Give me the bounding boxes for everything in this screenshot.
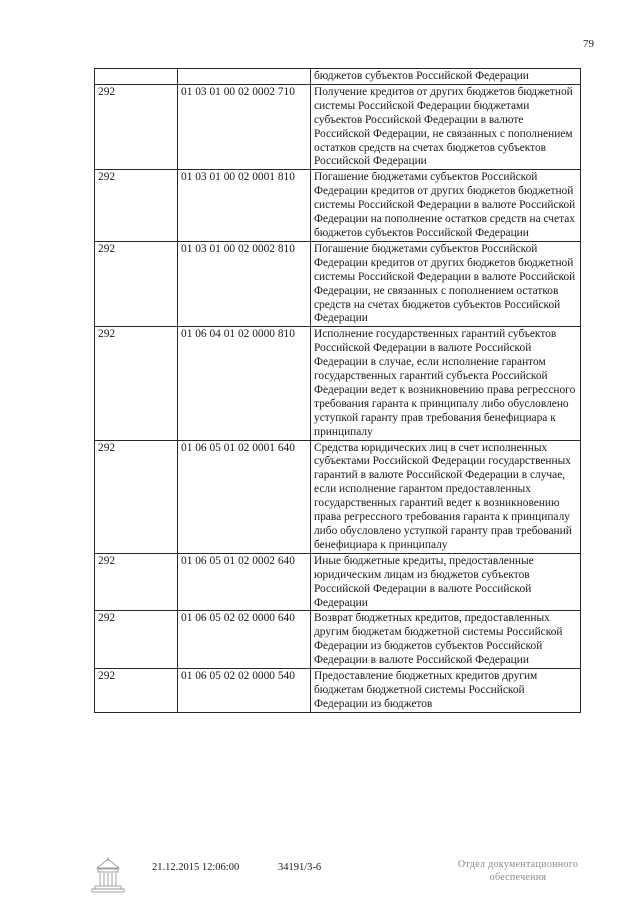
budget-code-table (94, 68, 581, 713)
footer-department-stamp (448, 858, 588, 884)
source-name-cell: Погашение бюджетами субъектов Российской Федерации кредитов от других бюджетов бюджетной системы Российской Федерации в валюте Российской Федерации, не связанных с пополнением остатков средств на счетах бюджетов субъектов Российской Федерации (311, 241, 581, 326)
page-number: 79 (583, 38, 594, 50)
admin-code-cell: 292 (95, 170, 178, 242)
source-name-cell: Получение кредитов от других бюджетов бюджетной системы Российской Федерации бюджетами субъектов Российской Федерации в валюте Российской Федерации, не связанных с пополнением остатков средств на счетах бюджетов субъектов Российской Федерации (311, 84, 581, 169)
source-name-cell: Возврат бюджетных кредитов, предоставленных другим бюджетам бюджетной системы Российской Федерации из бюджетов субъектов Российской Федерации в валюте Российской Федерации (311, 611, 581, 669)
budget-code-cell (178, 69, 311, 85)
table-row (95, 440, 581, 553)
admin-code-cell: 292 (95, 669, 178, 713)
table-row (95, 69, 581, 85)
budget-code-cell: 01 06 05 01 02 0001 640 (178, 440, 311, 553)
footer-document-id: 34191/3-6 (278, 862, 322, 873)
admin-code-cell: 292 (95, 611, 178, 669)
source-name-cell: бюджетов субъектов Российской Федерации (311, 69, 581, 85)
admin-code-cell (95, 69, 178, 85)
footer (0, 856, 640, 896)
footer-dept-line2: обеспечения (489, 872, 547, 883)
source-name-cell: Погашение бюджетами субъектов Российской Федерации кредитов от других бюджетов бюджетной системы Российской Федерации в валюте Российской Федерации на пополнение остатков средств на счетах бюджетов субъектов Российской Федерации (311, 170, 581, 242)
admin-code-cell: 292 (95, 327, 178, 440)
table-row (95, 327, 581, 440)
source-name-cell: Исполнение государственных гарантий субъектов Российской Федерации в валюте Российской Федерации в случае, если исполнение гарантом государственных гарантий субъекта Российской Федерации ведет к возникновению права регрессного требования гаранта к принципалу либо обусловлено уступкой гаранту прав требования бенефициара к принципалу (311, 327, 581, 440)
admin-code-cell: 292 (95, 84, 178, 169)
source-name-cell: Средства юридических лиц в счет исполненных субъектами Российской Федерации государственных гарантий в валюте Российской Федерации в случае, если исполнение гарантом предоставленных государственных гарантий ведет к возникновению права регрессного требования гаранта к принципалу либо обусловлено уступкой гаранту прав требований бенефициара к принципалу (311, 440, 581, 553)
source-name-cell: Иные бюджетные кредиты, предоставленные юридическим лицам из бюджетов субъектов Российской Федерации в валюте Российской Федерации (311, 553, 581, 611)
footer-datetime: 21.12.2015 12:06:00 (152, 862, 240, 873)
table-row (95, 170, 581, 242)
source-name-cell: Предоставление бюджетных кредитов другим бюджетам бюджетной системы Российской Федерации из бюджетов (311, 669, 581, 713)
admin-code-cell: 292 (95, 241, 178, 326)
building-emblem-icon (89, 856, 127, 894)
footer-dept-line1: Отдел документационного (457, 859, 579, 870)
table-row (95, 241, 581, 326)
budget-code-cell: 01 03 01 00 02 0002 810 (178, 241, 311, 326)
admin-code-cell: 292 (95, 440, 178, 553)
budget-code-cell: 01 03 01 00 02 0001 810 (178, 170, 311, 242)
budget-code-cell: 01 06 05 02 02 0000 640 (178, 611, 311, 669)
table-row (95, 669, 581, 713)
budget-code-cell: 01 06 04 01 02 0000 810 (178, 327, 311, 440)
budget-code-cell: 01 06 05 01 02 0002 640 (178, 553, 311, 611)
budget-code-cell: 01 06 05 02 02 0000 540 (178, 669, 311, 713)
budget-code-cell: 01 03 01 00 02 0002 710 (178, 84, 311, 169)
table-row (95, 84, 581, 169)
admin-code-cell: 292 (95, 553, 178, 611)
table-row (95, 553, 581, 611)
table-row (95, 611, 581, 669)
